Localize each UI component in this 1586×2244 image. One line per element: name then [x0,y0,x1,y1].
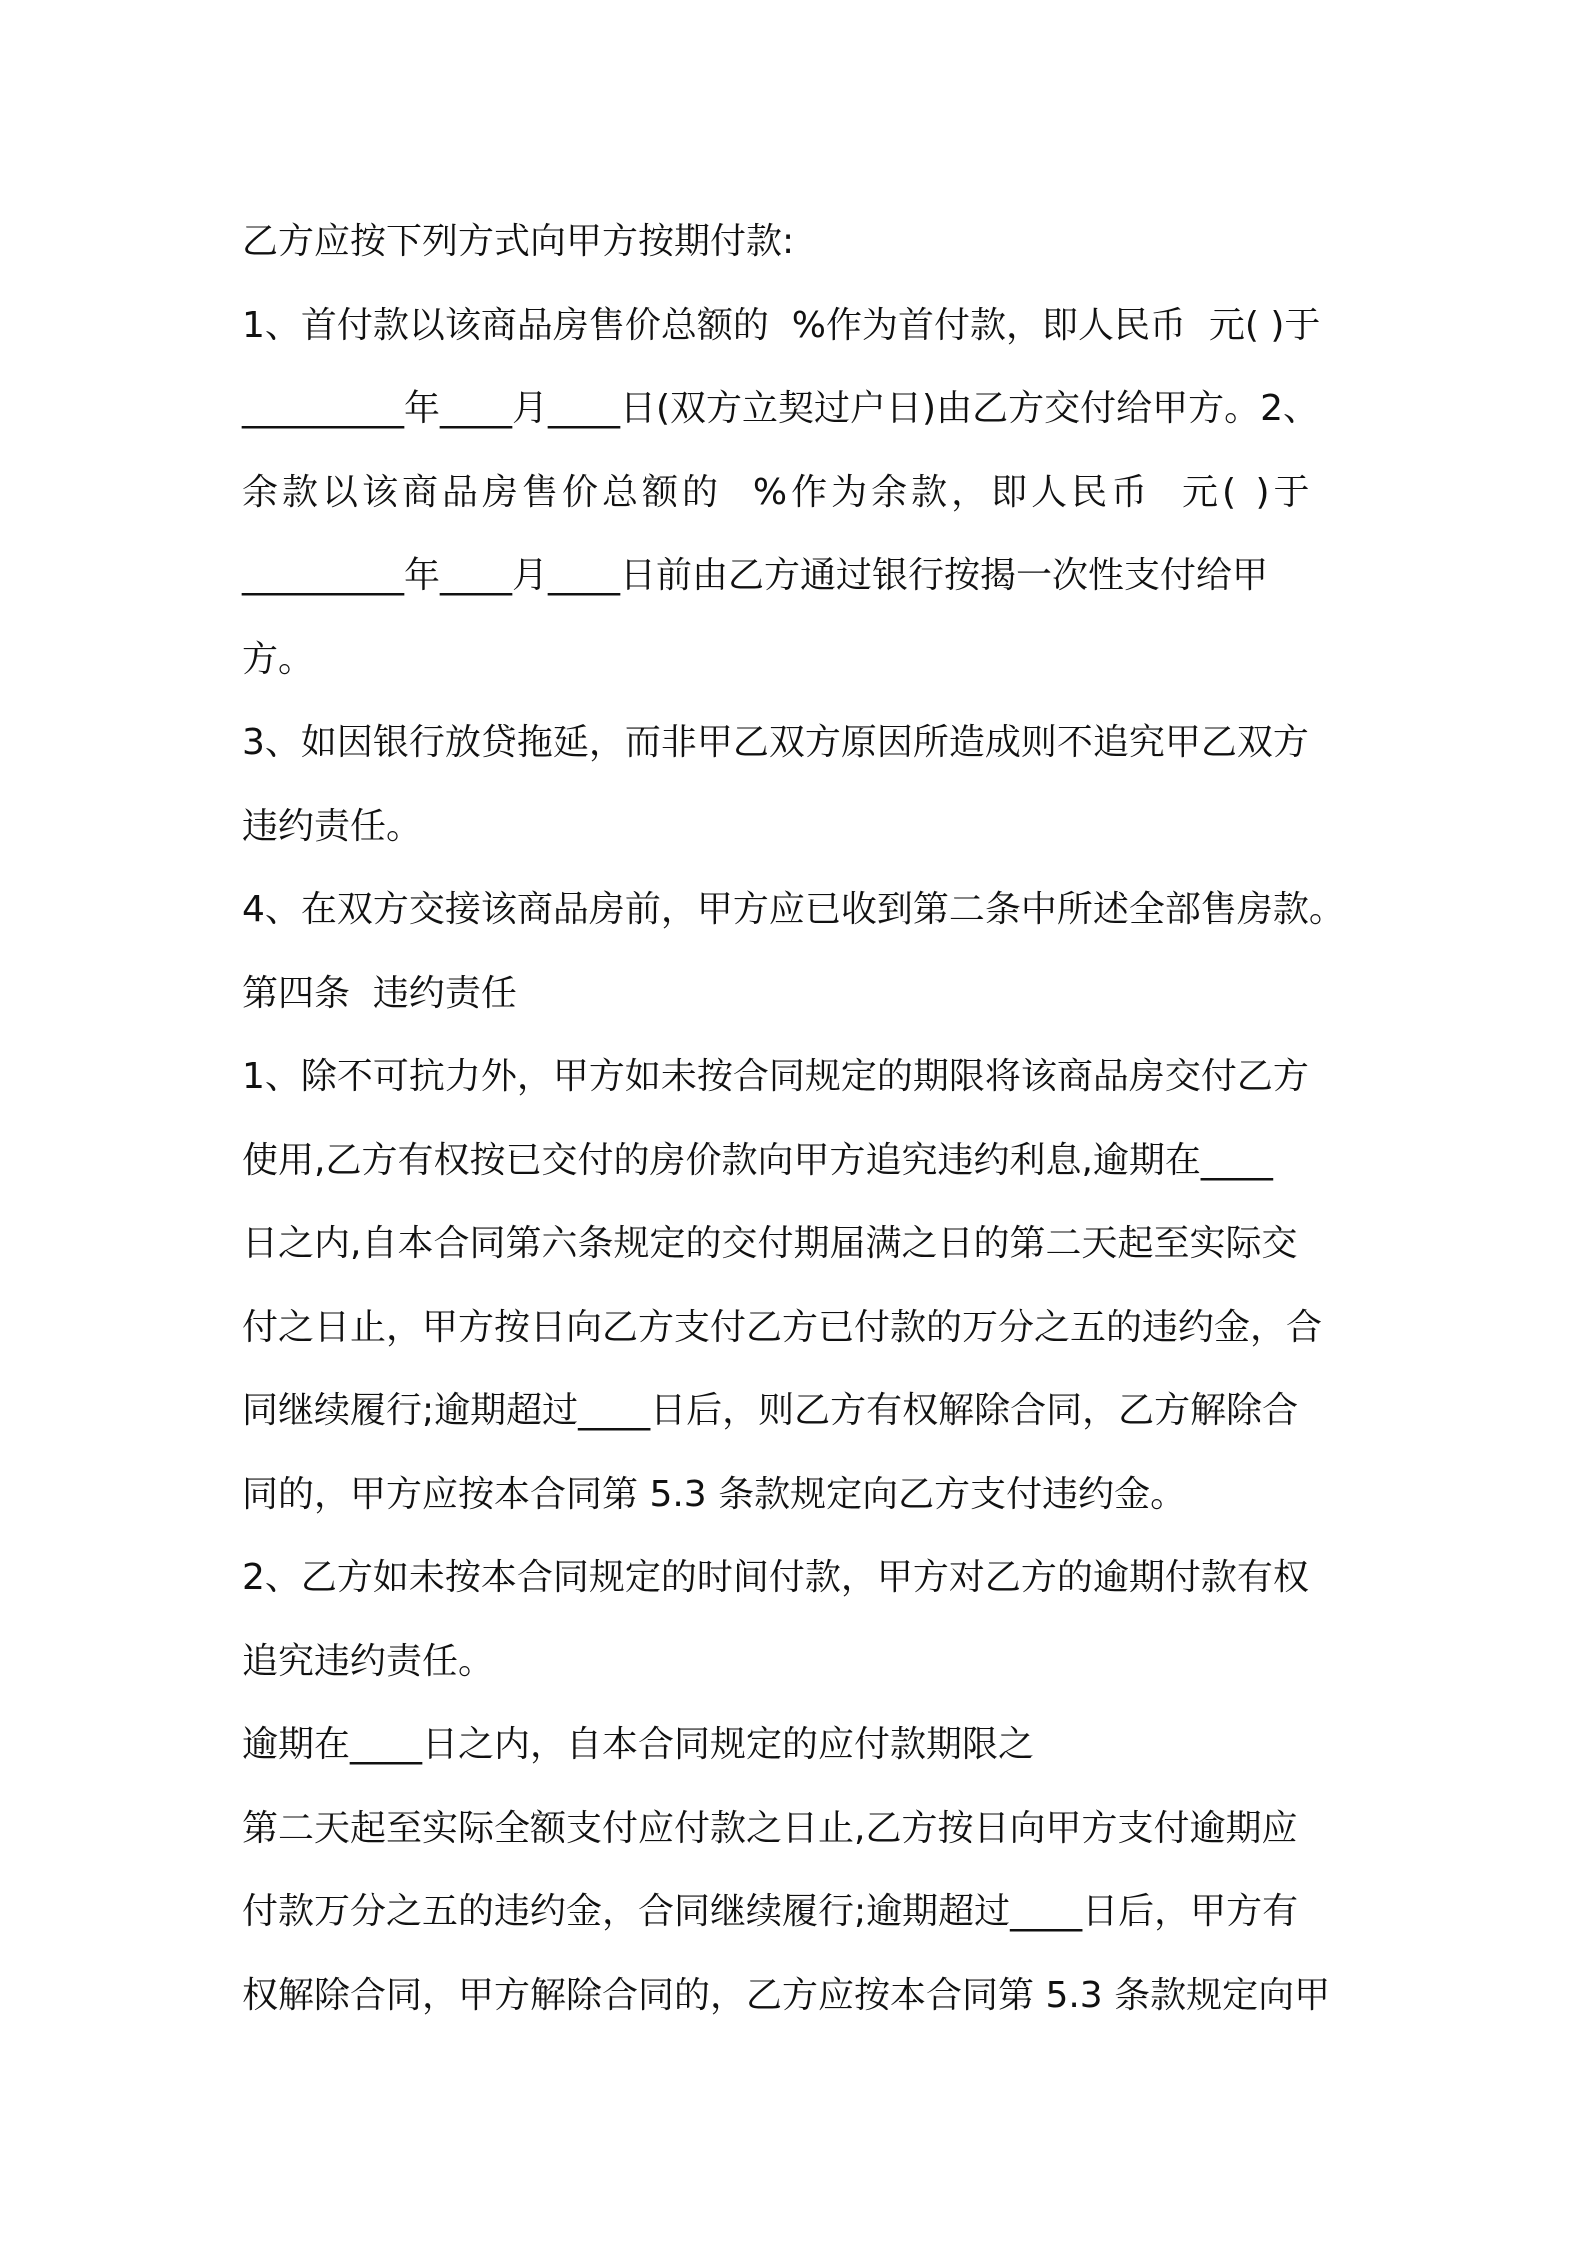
text-line: _________年____月____日前由乙方通过银行按揭一次性支付给甲 [242,555,1269,596]
text-line: _________年____月____日(双方立契过户日)由乙方交付给甲方。2、 [242,388,1319,429]
text-line: 3、如因银行放贷拖延，而非甲乙双方原因所造成则不追究甲乙双方 [242,722,1309,763]
contract-text [242,200,1372,2037]
text-line: 付款万分之五的违约金，合同继续履行;逾期超过____日后，甲方有 [242,1891,1299,1932]
text-line: 同的，甲方应按本合同第 5.3 条款规定向乙方支付违约金。 [242,1473,1187,1515]
text-line: 逾期在____日之内，自本合同规定的应付款期限之 [242,1724,1035,1765]
text-line: 付之日止，甲方按日向乙方支付乙方已付款的万分之五的违约金，合 [242,1306,1323,1348]
text-line: 2、乙方如未按本合同规定的时间付款，甲方对乙方的逾期付款有权 [242,1557,1309,1598]
text-line: 同继续履行;逾期超过____日后，则乙方有权解除合同，乙方解除合 [242,1390,1299,1431]
text-line: 第二天起至实际全额支付应付款之日止,乙方按日向甲方支付逾期应 [242,1807,1298,1849]
text-line: 乙方应按下列方式向甲方按期付款: [242,221,795,262]
text-line: 方。 [242,638,315,680]
text-line: 使用,乙方有权按已交付的房价款向甲方追究违约利息,逾期在____ [242,1139,1273,1181]
text-line: 1、首付款以该商品房售价总额的 %作为首付款，即人民币 元( )于 [242,304,1321,346]
text-line: 追究违约责任。 [242,1640,495,1682]
text-line: 日之内,自本合同第六条规定的交付期届满之日的第二天起至实际交 [242,1223,1298,1264]
text-line: 违约责任。 [242,805,423,847]
text-line: 权解除合同，甲方解除合同的，乙方应按本合同第 5.3 条款规定向甲 [242,1974,1331,2016]
text-line: 4、在双方交接该商品房前，甲方应已收到第二条中所述全部售房款。 [242,889,1345,930]
section-heading: 第四条 违约责任 [242,972,517,1014]
text-line: 余款以该商品房售价总额的 %作为余款，即人民币 元( )于 [242,471,1314,513]
text-line: 1、除不可抗力外，甲方如未按合同规定的期限将该商品房交付乙方 [242,1056,1309,1097]
